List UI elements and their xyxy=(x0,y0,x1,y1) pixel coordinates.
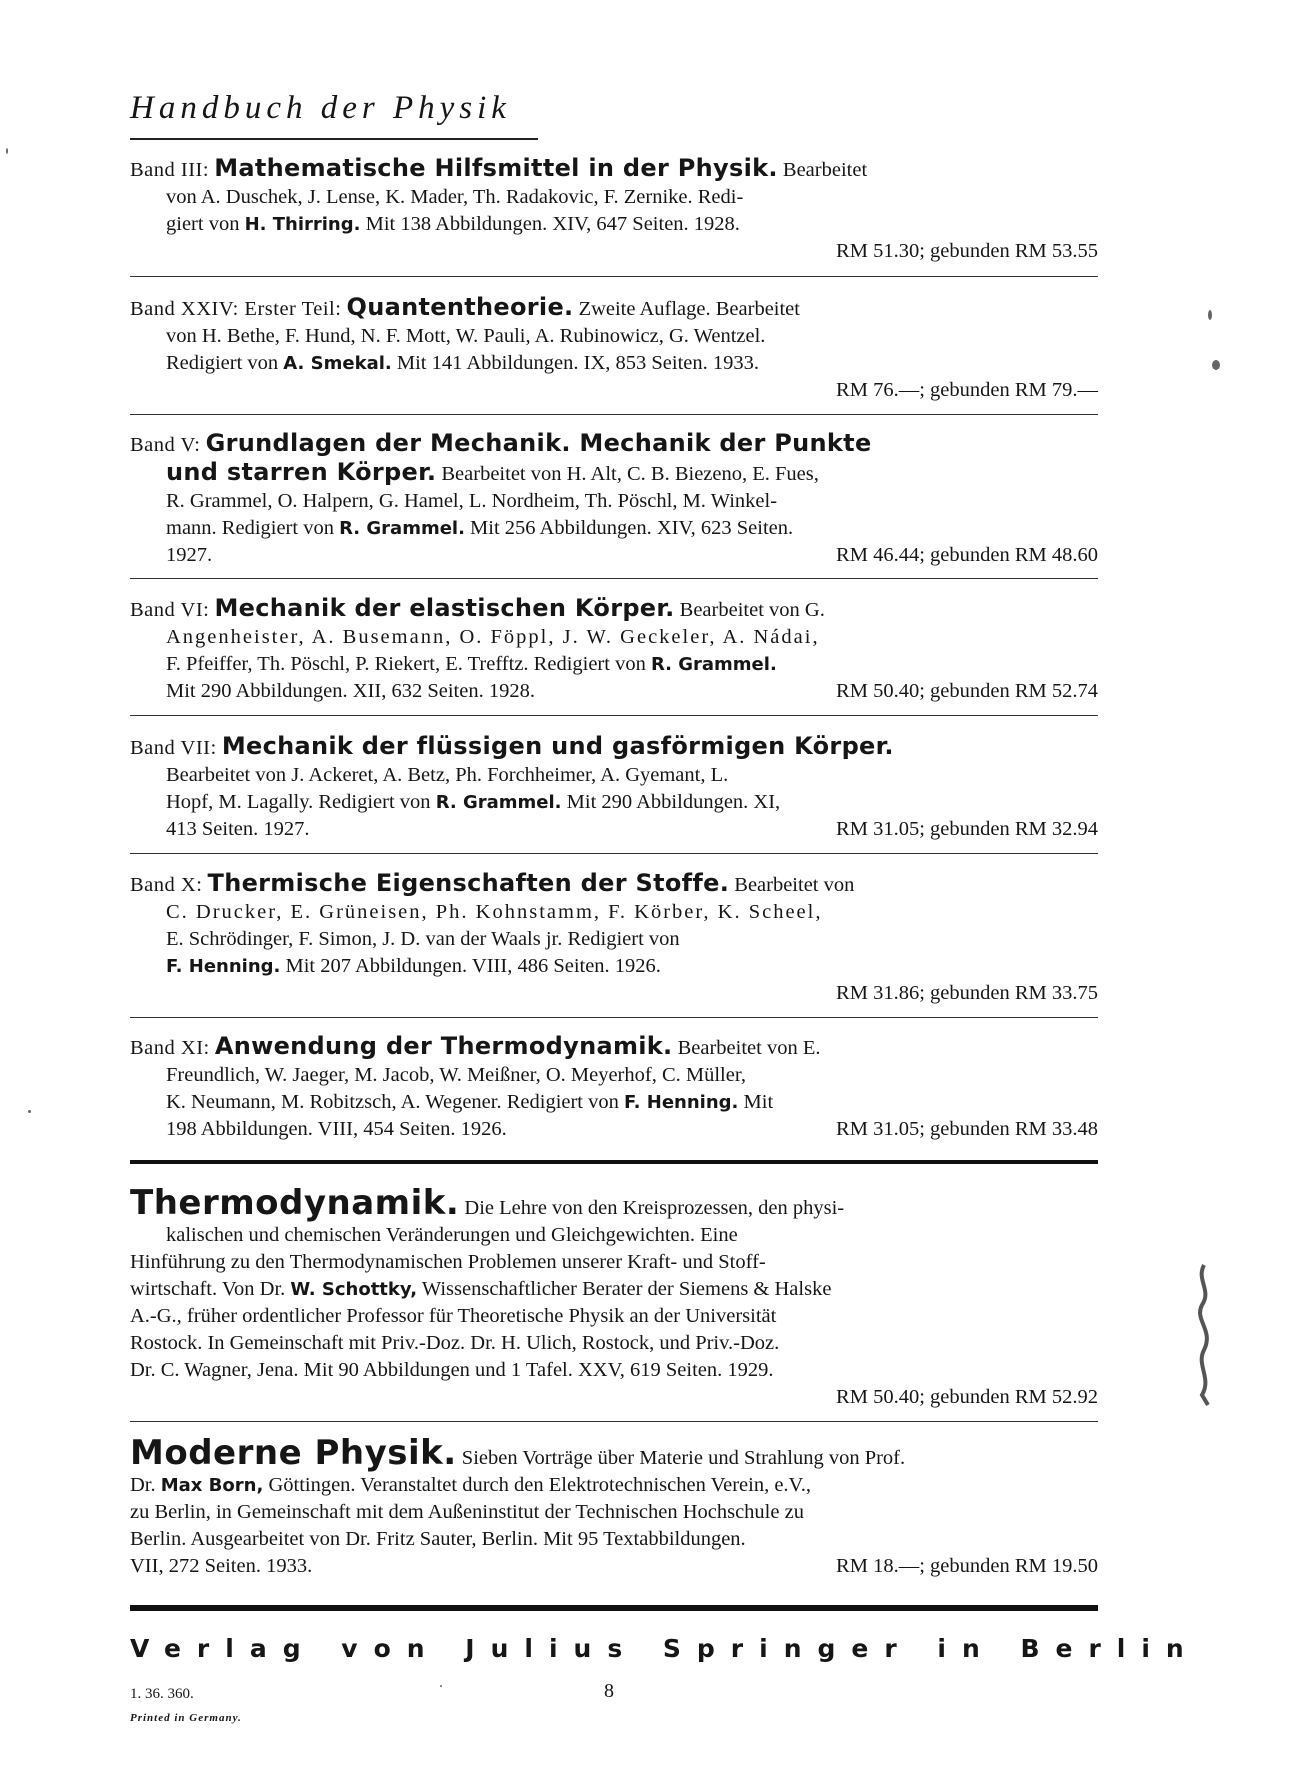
entry-text: Mit 290 Abbildungen. XII, 632 Seiten. 1928. xyxy=(166,680,535,702)
book-text: VII, 272 Seiten. 1933. xyxy=(130,1555,313,1577)
entry-band-x xyxy=(130,870,1098,1007)
price: RM 46.44; gebunden RM 48.60 xyxy=(836,544,1098,566)
book-text: A.-G., früher ordentlicher Professor für Theoretische Physik an der Universität xyxy=(130,1305,777,1327)
entry-text: Angenheister, A. Busemann, O. Föppl, J. W. Geckeler, A. Nádai, xyxy=(166,626,820,648)
book-text: Rostock. In Gemeinschaft mit Priv.-Doz. Dr. H. Ulich, Rostock, und Priv.-Doz. xyxy=(130,1332,780,1354)
entry-text: Mit 141 Abbildungen. IX, 853 Seiten. 1933. xyxy=(396,352,759,374)
volume-label: Band XXIV: Erster Teil: xyxy=(130,298,342,320)
book-text: Dr. C. Wagner, Jena. Mit 90 Abbildungen und 1 Tafel. XXV, 619 Seiten. 1929. xyxy=(130,1359,774,1381)
entry-text: Bearbeitet von E. xyxy=(677,1037,821,1059)
scan-margin-mark xyxy=(1192,1260,1218,1410)
price: RM 31.86; gebunden RM 33.75 xyxy=(836,982,1098,1004)
editor-name: R. Grammel. xyxy=(650,654,777,675)
entry-text: Mit 207 Abbildungen. VIII, 486 Seiten. 1926. xyxy=(285,955,661,977)
entry-text: K. Neumann, M. Robitzsch, A. Wegener. Redigiert von xyxy=(166,1091,619,1113)
entry-text: Bearbeitet xyxy=(782,159,868,181)
scan-speck xyxy=(1208,310,1212,320)
book-text: Die Lehre von den Kreisprozessen, den physi- xyxy=(464,1197,845,1219)
entry-text: Bearbeitet von H. Alt, C. B. Biezeno, E. Fues, xyxy=(441,463,819,485)
entry-text: R. Grammel, O. Halpern, G. Hamel, L. Nordheim, Th. Pöschl, M. Winkel- xyxy=(166,490,778,512)
price: RM 50.40; gebunden RM 52.92 xyxy=(836,1386,1098,1408)
price: RM 18.—; gebunden RM 19.50 xyxy=(836,1555,1098,1577)
year: 1927. xyxy=(166,544,213,566)
thick-divider xyxy=(130,1160,1098,1164)
series-title: Handbuch der Physik xyxy=(130,90,511,126)
entry-text: Mit 138 Abbildungen. XIV, 647 Seiten. 1928. xyxy=(365,213,740,235)
scan-speck xyxy=(6,148,8,154)
entry-text: Freundlich, W. Jaeger, M. Jacob, W. Meißner, O. Meyerhof, C. Müller, xyxy=(166,1064,746,1086)
volume-label: Band III: xyxy=(130,159,210,181)
volume-label: Band XI: xyxy=(130,1037,210,1059)
scan-speck xyxy=(28,1110,31,1113)
scan-speck xyxy=(440,1685,442,1687)
volume-label: Band VI: xyxy=(130,599,210,621)
print-code: 1. 36. 360. xyxy=(130,1686,194,1702)
editor-name: F. Henning. xyxy=(166,956,281,977)
scan-speck xyxy=(1212,360,1220,370)
volume-title: Anwendung der Thermodynamik. xyxy=(214,1032,673,1060)
entry-text: von H. Bethe, F. Hund, N. F. Mott, W. Pauli, A. Rubinowicz, G. Wentzel. xyxy=(166,325,766,347)
book-text: wirtschaft. Von Dr. xyxy=(130,1278,286,1300)
entry-text: Redigiert von xyxy=(166,352,279,374)
page-number: 8 xyxy=(604,1680,614,1702)
volume-label: Band X: xyxy=(130,874,203,896)
entry-band-iii xyxy=(130,155,1098,265)
price: RM 76.—; gebunden RM 79.— xyxy=(836,379,1098,401)
entry-band-vii xyxy=(130,733,1098,843)
editor-name: H. Thirring. xyxy=(244,214,361,235)
entry-text: von A. Duschek, J. Lense, K. Mader, Th. Radakovic, F. Zernike. Redi- xyxy=(166,186,744,208)
entry-text: Zweite Auflage. Bearbeitet xyxy=(578,298,800,320)
book-moderne-physik xyxy=(130,1433,1098,1580)
entry-text: E. Schrödinger, F. Simon, J. D. van der Waals jr. Redigiert von xyxy=(166,928,680,950)
book-thermodynamik xyxy=(130,1183,1098,1411)
publisher-imprint: Verlag von Julius Springer in Berlin xyxy=(130,1634,1200,1663)
volume-title: Mechanik der elastischen Körper. xyxy=(214,594,675,622)
book-text: Göttingen. Veranstaltet durch den Elektrotechnischen Verein, e.V., xyxy=(268,1474,811,1496)
author-name: W. Schottky, xyxy=(290,1279,418,1300)
book-text: Sieben Vorträge über Materie und Strahlung von Prof. xyxy=(461,1447,906,1469)
author-name: Max Born, xyxy=(160,1475,264,1496)
book-text: Hinführung zu den Thermodynamischen Problemen unserer Kraft- und Stoff- xyxy=(130,1251,766,1273)
book-text: Berlin. Ausgearbeitet von Dr. Fritz Sauter, Berlin. Mit 95 Textabbildungen. xyxy=(130,1528,746,1550)
divider xyxy=(130,1421,1098,1422)
footer-thick-rule xyxy=(130,1605,1098,1611)
entry-text: Bearbeitet von xyxy=(734,874,855,896)
price: RM 50.40; gebunden RM 52.74 xyxy=(836,680,1098,702)
book-text: Wissenschaftlicher Berater der Siemens & Halske xyxy=(421,1278,832,1300)
divider xyxy=(130,1017,1098,1018)
volume-title: Grundlagen der Mechanik. Mechanik der Punkte xyxy=(205,429,872,457)
entry-text: Mit 290 Abbildungen. XI, xyxy=(566,791,781,813)
price: RM 31.05; gebunden RM 32.94 xyxy=(836,818,1098,840)
entry-band-v xyxy=(130,430,1098,569)
divider xyxy=(130,715,1098,716)
volume-title: Quantentheorie. xyxy=(346,293,574,321)
volume-title: Mechanik der flüssigen und gasförmigen Körper. xyxy=(221,732,894,760)
divider xyxy=(130,276,1098,277)
entry-text: mann. Redigiert von xyxy=(166,517,334,539)
volume-label: Band V: xyxy=(130,434,201,456)
book-text: kalischen und chemischen Veränderungen und Gleichgewichten. Eine xyxy=(166,1224,738,1246)
editor-name: F. Henning. xyxy=(624,1092,739,1113)
series-title-underline xyxy=(130,138,538,140)
entry-text: Mit 256 Abbildungen. XIV, 623 Seiten. xyxy=(470,517,794,539)
divider xyxy=(130,853,1098,854)
book-title: Thermodynamik. xyxy=(130,1183,460,1223)
editor-name: A. Smekal. xyxy=(283,353,392,374)
book-title: Moderne Physik. xyxy=(130,1433,457,1473)
editor-name: R. Grammel. xyxy=(339,518,465,539)
book-text: Dr. xyxy=(130,1474,156,1496)
book-text: zu Berlin, in Gemeinschaft mit dem Außeninstitut der Technischen Hochschule zu xyxy=(130,1501,804,1523)
entry-text: Bearbeitet von J. Ackeret, A. Betz, Ph. Forchheimer, A. Gyemant, L. xyxy=(166,764,729,786)
entry-text: C. Drucker, E. Grüneisen, Ph. Kohnstamm, F. Körber, K. Scheel, xyxy=(166,901,823,923)
volume-label: Band VII: xyxy=(130,737,217,759)
printed-in-note: Printed in Germany. xyxy=(130,1712,242,1724)
volume-title: Mathematische Hilfsmittel in der Physik. xyxy=(214,154,778,182)
price: RM 31.05; gebunden RM 33.48 xyxy=(836,1118,1098,1140)
entry-band-xi xyxy=(130,1033,1098,1143)
entry-text: 413 Seiten. 1927. xyxy=(166,818,310,840)
divider xyxy=(130,578,1098,579)
entry-text: Bearbeitet von G. xyxy=(679,599,825,621)
price: RM 51.30; gebunden RM 53.55 xyxy=(836,240,1098,262)
entry-band-xxiv xyxy=(130,294,1098,404)
entry-text: Mit xyxy=(743,1091,774,1113)
entry-text: 198 Abbildungen. VIII, 454 Seiten. 1926. xyxy=(166,1118,507,1140)
volume-title-cont: und starren Körper. xyxy=(166,458,437,486)
entry-text: Hopf, M. Lagally. Redigiert von xyxy=(166,791,431,813)
editor-name: R. Grammel. xyxy=(435,792,562,813)
entry-text: giert von xyxy=(166,213,240,235)
volume-title: Thermische Eigenschaften der Stoffe. xyxy=(207,869,730,897)
entry-band-vi xyxy=(130,595,1098,705)
divider xyxy=(130,414,1098,415)
entry-text: F. Pfeiffer, Th. Pöschl, P. Riekert, E. Trefftz. Redigiert von xyxy=(166,653,646,675)
